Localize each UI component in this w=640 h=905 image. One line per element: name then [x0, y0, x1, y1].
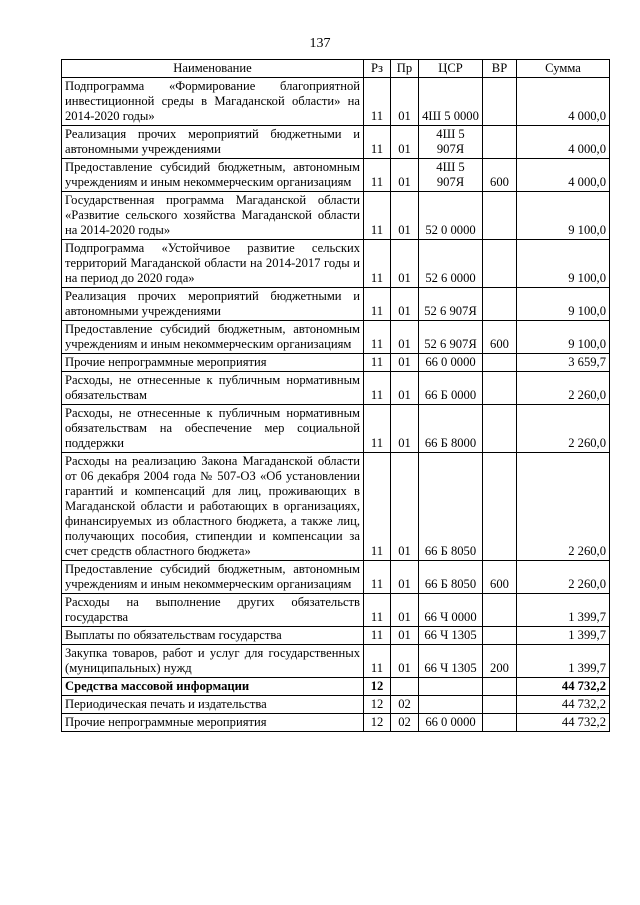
cell-rz: 11 [364, 354, 391, 372]
header-csr: ЦСР [419, 60, 483, 78]
cell-name: Реализация прочих мероприятий бюджетными и автономными учреждениями [62, 288, 364, 321]
cell-pr: 01 [391, 405, 419, 453]
cell-name: Предоставление субсидий бюджетным, автономным учреждениям и иным некоммерческим организациям [62, 159, 364, 192]
cell-rz: 11 [364, 192, 391, 240]
cell-vr: 600 [483, 159, 517, 192]
cell-name: Периодическая печать и издательства [62, 696, 364, 714]
cell-csr: 4Ш 5 907Я [419, 126, 483, 159]
cell-rz: 11 [364, 372, 391, 405]
cell-pr: 01 [391, 372, 419, 405]
cell-sum: 9 100,0 [517, 240, 610, 288]
cell-csr: 4Ш 5 0000 [419, 78, 483, 126]
cell-vr [483, 354, 517, 372]
cell-rz: 11 [364, 405, 391, 453]
cell-rz: 11 [364, 627, 391, 645]
cell-csr: 66 Б 0000 [419, 372, 483, 405]
cell-sum: 2 260,0 [517, 453, 610, 561]
cell-vr: 600 [483, 561, 517, 594]
cell-csr: 66 Б 8050 [419, 453, 483, 561]
cell-name: Подпрограмма «Устойчивое развитие сельских территорий Магаданской области на 2014-2017 годы и на период до 2020 года» [62, 240, 364, 288]
cell-pr: 01 [391, 192, 419, 240]
cell-rz: 11 [364, 561, 391, 594]
table-row [62, 696, 610, 714]
cell-rz: 11 [364, 159, 391, 192]
cell-name: Реализация прочих мероприятий бюджетными и автономными учреждениями [62, 126, 364, 159]
table-row [62, 159, 610, 192]
table-row [62, 372, 610, 405]
cell-pr: 01 [391, 78, 419, 126]
cell-name: Подпрограмма «Формирование благоприятной инвестиционной среды в Магаданской области» на 2014-2020 годы» [62, 78, 364, 126]
cell-rz: 12 [364, 714, 391, 732]
cell-sum: 44 732,2 [517, 678, 610, 696]
cell-sum: 1 399,7 [517, 645, 610, 678]
cell-vr [483, 405, 517, 453]
header-vr: ВР [483, 60, 517, 78]
cell-vr [483, 678, 517, 696]
cell-sum: 4 000,0 [517, 78, 610, 126]
table-row [62, 288, 610, 321]
cell-rz: 11 [364, 321, 391, 354]
cell-csr: 4Ш 5 907Я [419, 159, 483, 192]
cell-sum: 1 399,7 [517, 594, 610, 627]
page-number: 137 [309, 36, 331, 51]
cell-pr: 01 [391, 240, 419, 288]
cell-pr: 01 [391, 645, 419, 678]
cell-name: Средства массовой информации [62, 678, 364, 696]
table-row [62, 714, 610, 732]
cell-name: Закупка товаров, работ и услуг для государственных (муниципальных) нужд [62, 645, 364, 678]
cell-pr: 01 [391, 126, 419, 159]
header-rz: Рз [364, 60, 391, 78]
table-row [62, 405, 610, 453]
cell-vr [483, 372, 517, 405]
table-row [62, 678, 610, 696]
cell-csr: 52 6 907Я [419, 321, 483, 354]
cell-vr [483, 714, 517, 732]
table-row [62, 627, 610, 645]
cell-pr: 02 [391, 714, 419, 732]
cell-vr: 200 [483, 645, 517, 678]
cell-sum: 2 260,0 [517, 561, 610, 594]
cell-vr: 600 [483, 321, 517, 354]
cell-name: Предоставление субсидий бюджетным, автономным учреждениям и иным некоммерческим организациям [62, 321, 364, 354]
cell-rz: 11 [364, 594, 391, 627]
cell-csr: 66 0 0000 [419, 354, 483, 372]
cell-vr [483, 78, 517, 126]
cell-vr [483, 192, 517, 240]
budget-table [61, 59, 610, 732]
cell-vr [483, 126, 517, 159]
table-row [62, 594, 610, 627]
cell-rz: 11 [364, 78, 391, 126]
cell-csr: 66 0 0000 [419, 714, 483, 732]
table-row [62, 78, 610, 126]
cell-sum: 4 000,0 [517, 126, 610, 159]
cell-sum: 2 260,0 [517, 405, 610, 453]
table-row [62, 321, 610, 354]
cell-vr [483, 627, 517, 645]
cell-sum: 9 100,0 [517, 192, 610, 240]
cell-name: Предоставление субсидий бюджетным, автономным учреждениям и иным некоммерческим организациям [62, 561, 364, 594]
cell-pr: 01 [391, 561, 419, 594]
table-body [62, 78, 610, 732]
cell-csr: 66 Ч 1305 [419, 627, 483, 645]
cell-sum: 9 100,0 [517, 321, 610, 354]
cell-name: Расходы на реализацию Закона Магаданской области от 06 декабря 2004 года № 507-ОЗ «Об установлении гарантий и компенсаций для лиц, проживающих в Магаданской области и работающих в организациях, финансируемых из областного бюджета, а также лиц, получающих пособия, стипендии и компенсации за счет средств областного бюджета» [62, 453, 364, 561]
cell-csr: 52 6 907Я [419, 288, 483, 321]
cell-sum: 3 659,7 [517, 354, 610, 372]
cell-name: Расходы, не отнесенные к публичным нормативным обязательствам на обеспечение мер социальной поддержки [62, 405, 364, 453]
cell-csr: 52 6 0000 [419, 240, 483, 288]
cell-rz: 12 [364, 678, 391, 696]
cell-name: Прочие непрограммные мероприятия [62, 354, 364, 372]
cell-rz: 12 [364, 696, 391, 714]
table-row [62, 192, 610, 240]
cell-sum: 1 399,7 [517, 627, 610, 645]
header-pr: Пр [391, 60, 419, 78]
cell-pr: 01 [391, 288, 419, 321]
cell-sum: 2 260,0 [517, 372, 610, 405]
cell-rz: 11 [364, 288, 391, 321]
cell-csr: 52 0 0000 [419, 192, 483, 240]
table-row [62, 561, 610, 594]
cell-rz: 11 [364, 240, 391, 288]
cell-pr: 02 [391, 696, 419, 714]
table-row [62, 126, 610, 159]
cell-rz: 11 [364, 453, 391, 561]
table-row [62, 240, 610, 288]
cell-pr: 01 [391, 627, 419, 645]
cell-vr [483, 240, 517, 288]
cell-csr [419, 696, 483, 714]
cell-rz: 11 [364, 645, 391, 678]
cell-name: Прочие непрограммные мероприятия [62, 714, 364, 732]
cell-pr: 01 [391, 159, 419, 192]
cell-name: Расходы, не отнесенные к публичным нормативным обязательствам [62, 372, 364, 405]
cell-sum: 4 000,0 [517, 159, 610, 192]
cell-vr [483, 696, 517, 714]
cell-csr: 66 Ч 0000 [419, 594, 483, 627]
cell-sum: 44 732,2 [517, 696, 610, 714]
header-name: Наименование [62, 60, 364, 78]
table-row [62, 354, 610, 372]
cell-sum: 9 100,0 [517, 288, 610, 321]
cell-sum: 44 732,2 [517, 714, 610, 732]
cell-name: Расходы на выполнение других обязательств государства [62, 594, 364, 627]
cell-pr [391, 678, 419, 696]
cell-vr [483, 288, 517, 321]
table-row [62, 453, 610, 561]
cell-rz: 11 [364, 126, 391, 159]
cell-pr: 01 [391, 321, 419, 354]
table-row [62, 645, 610, 678]
cell-csr [419, 678, 483, 696]
cell-csr: 66 Б 8000 [419, 405, 483, 453]
cell-vr [483, 594, 517, 627]
cell-vr [483, 453, 517, 561]
header-sum: Сумма [517, 60, 610, 78]
cell-pr: 01 [391, 594, 419, 627]
cell-pr: 01 [391, 354, 419, 372]
cell-csr: 66 Ч 1305 [419, 645, 483, 678]
cell-name: Государственная программа Магаданской области «Развитие сельского хозяйства Магаданской области на 2014-2020 годы» [62, 192, 364, 240]
cell-pr: 01 [391, 453, 419, 561]
table-header-row [62, 60, 610, 78]
cell-name: Выплаты по обязательствам государства [62, 627, 364, 645]
cell-csr: 66 Б 8050 [419, 561, 483, 594]
